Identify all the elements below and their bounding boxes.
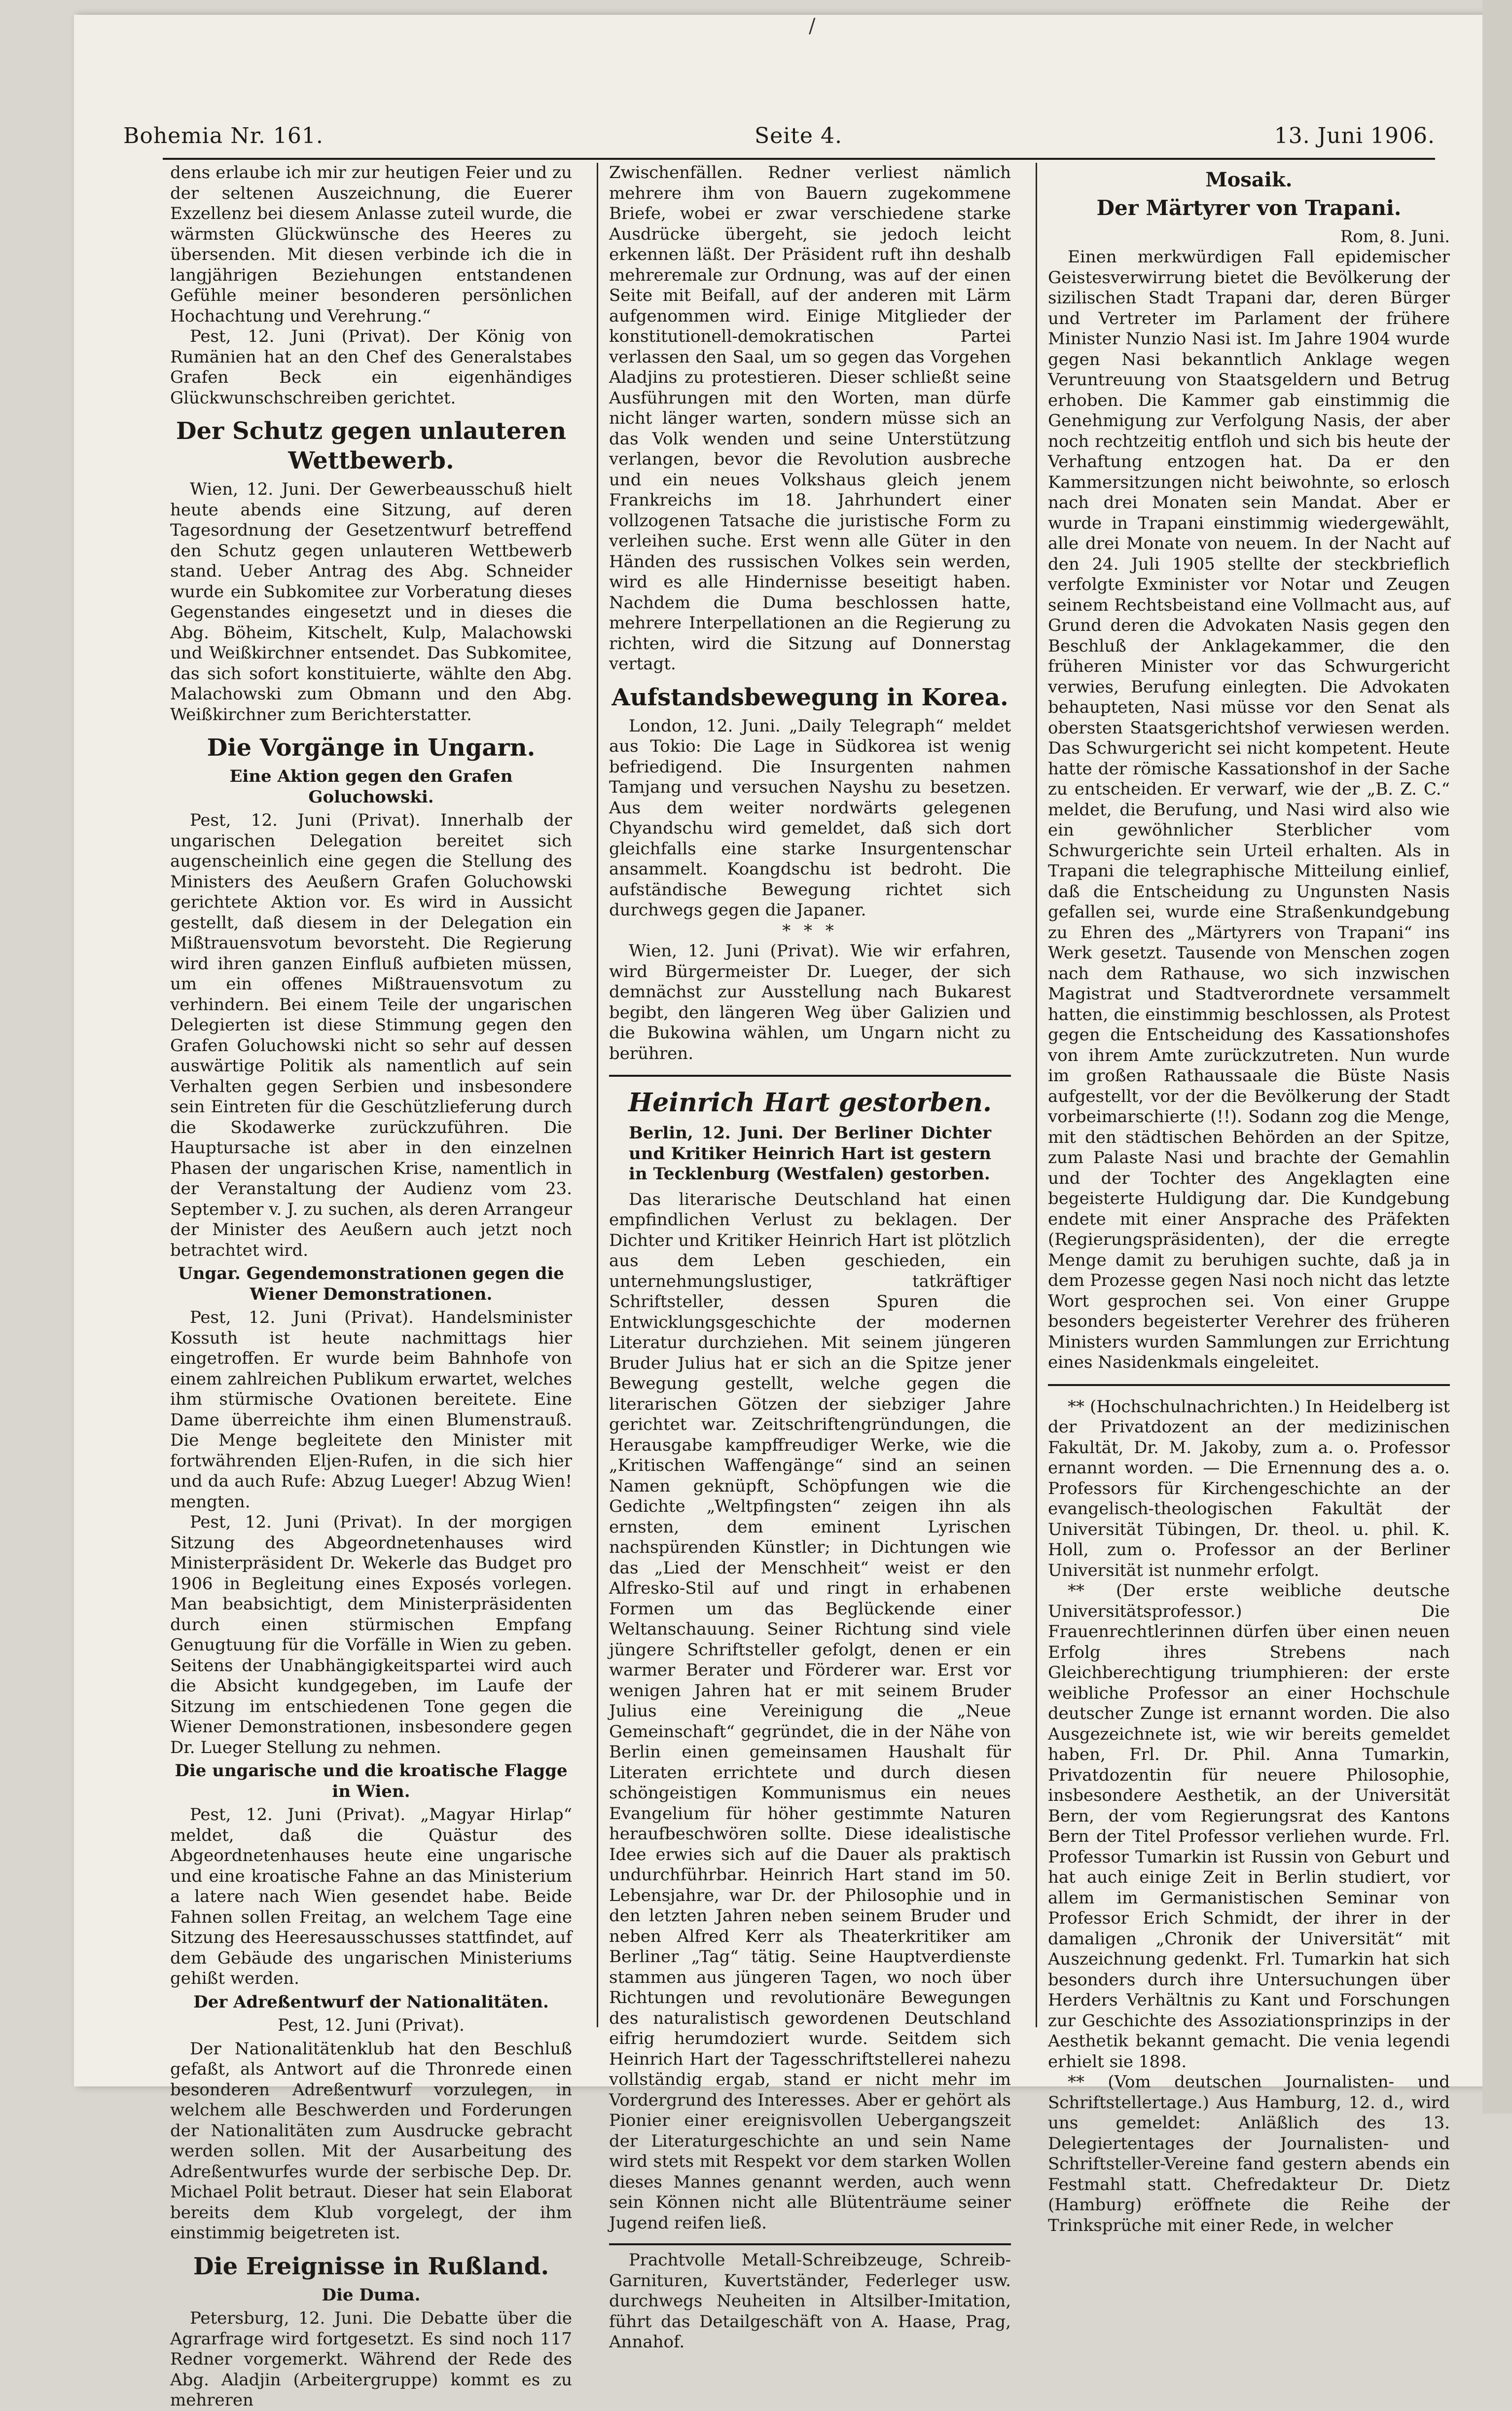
article-text: Pest, 12. Juni (Privat). „Magyar Hirlap“ meldet, daß die Quästur des Abgeordnetenhauses heute eine ungarische und eine kroatische Fahne an das Ministerium a latere nach Wien gesendet habe. Beide Fahnen sollen Freitag, an welchem Tage eine Sitzung des Heeresausschusses stattfindet, auf dem Gebäude des ungarischen Ministeriums gehißt werden. [170,1805,572,1988]
subheadline: Eine Aktion gegen den Grafen Goluchowski. [229,767,513,807]
article-text: Der Nationalitätenklub hat den Beschluß gefaßt, als Antwort auf die Thronrede einen besonderen Adreßentwurf vorzulegen, in welchem alle Beschwerden und Forderungen der Nationalitäten zum Ausdrucke gebracht werden sollen. Mit der Ausarbeitung des Adreßentwurfes wurde der serbische Dep. Dr. Michael Polit betraut. Dieser hat sein Elaborat bereits dem Klub vorgelegt, der ihm einstimmig beigetreten ist. [170,2039,572,2243]
issue-date: 13. Juni 1906. [1274,123,1435,148]
article-text: ** (Der erste weibliche deutsche Universitätsprofessor.) Die Frauenrechtlerinnen dürfen über einen neuen Erfolg ihres Strebens nach Gleichberechtigung triumphieren: der erste weibliche Professor an einer Hochschule deutscher Zunge ist ernannt worden. Die also Ausgezeichnete ist, wie wir bereits gemeldet haben, Frl. Dr. Phil. Anna Tumarkin, Privatdozentin für neuere Philosophie, insbesondere Aesthetik, an der Universität Bern, der vom Regierungsrat des Kantons Bern der Titel Professor verliehen wurde. Frl. Professor Tumarkin ist Russin von Geburt und hat auch einige Zeit in Berlin studiert, vor allem im Germanistischen Seminar von Professor Erich Schmidt, der ihrer in der damaligen „Chronik der Universität“ mit Auszeichnung gedenkt. Frl. Tumarkin hat sich besonders durch ihre Untersuchungen über Herders Verhältnis zu Kant und Forschungen zur Geschichte des Assoziationsprinzips in der Aesthetik bekannt gemacht. Die venia legendi erhielt sie 1898. [1048,1581,1450,2072]
issue-number: Bohemia Nr. 161. [123,123,324,148]
column-1 [170,163,572,2410]
article-text: Petersburg, 12. Juni. Die Debatte über die Agrarfrage wird fortgesetzt. Es sind noch 117 Redner vorgemerkt. Während der Rede des Abg. Aladjin (Arbeitergruppe) kommt es zu mehreren [170,2308,572,2410]
dateline: Rom, 8. Juni. [1340,226,1450,247]
section-title: Mosaik. [1205,168,1293,191]
article-text: Pest, 12. Juni (Privat). Der König von Rumänien hat an den Chef des Generalstabes Grafen Beck ein eigenhändiges Glückwunschschreiben gerichtet. [170,327,572,408]
subheadline: Die Duma. [322,2285,421,2305]
subheadline: Die ungarische und die kroatische Flagge in Wien. [175,1761,568,1801]
header-rule [163,158,1435,160]
page-number: Seite 4. [755,123,842,148]
headline: Die Ereignisse in Rußland. [193,2252,549,2280]
article-text: ** (Hochschulnachrichten.) In Heidelberg ist der Privatdozent an der medizinischen Fakultät, Dr. M. Jakoby, zum a. o. Professor ernannt worden. — Die Ernennung des a. o. Professors für Kirchengeschichte an der evangelisch-theologischen Fakultät der Universität Tübingen, Dr. theol. u. phil. K. Holl, zum o. Professor an der Berliner Universität ist nunmehr erfolgt. [1048,1396,1450,1580]
article-text: ** (Vom deutschen Journalisten- und Schriftstellertage.) Aus Hamburg, 12. d., wird uns gemeldet: Anläßlich des 13. Delegiertentages der Journalisten- und Schriftsteller-Vereine fand gestern abends ein Festmahl statt. Chefredakteur Dr. Dietz (Hamburg) eröffnete die Reihe der Trinksprüche mit einer Rede, in welcher [1048,2072,1450,2235]
column-rule-2 [1036,163,1037,2027]
article-text: Wien, 12. Juni. Der Gewerbeausschuß hielt heute abends eine Sitzung, auf deren Tagesordnung der Gesetzentwurf betreffend den Schutz gegen unlauteren Wettbewerb stand. Ueber Antrag des Abg. Schneider wurde ein Subkomitee zur Vorberatung dieses Gegenstandes eingesetzt und in dieses die Abg. Böheim, Kitschelt, Kulp, Malachowski und Weißkirchner entsendet. Das Subkomitee, das sich sofort konstituierte, wählte den Abg. Malachowski zum Obmann und den Abg. Weißkirchner zum Berichterstatter. [170,479,572,725]
article-text: London, 12. Juni. „Daily Telegraph“ meldet aus Tokio: Die Lage in Südkorea ist wenig befriedigend. Die Insurgenten nahmen Tamjang und versuchen Nayshu zu besetzen. Aus dem weiter nordwärts gelegenen Chyandschu wird gemeldet, daß sich dort gleichfalls eine starke Insurgentenschar ansammelt. Koangdschu ist bedroht. Die aufständische Bewegung richtet sich durchwegs gegen die Japaner. [609,716,1011,920]
pencil-mark: / [809,15,816,37]
headline: Der Märtyrer von Trapani. [1096,195,1402,220]
lead-text: Berlin, 12. Juni. Der Berliner Dichter und Kritiker Heinrich Hart ist gestern in Tecklenburg (Westfalen) gestorben. [629,1123,991,1184]
scan-edge [1482,0,1512,2114]
headline: Heinrich Hart gestorben. [628,1088,992,1118]
article-text: Zwischenfällen. Redner verliest nämlich mehrere ihm von Bauern zugekommene Briefe, wobei er zwar verschiedene starke Ausdrücke übergeht, sie jedoch leicht erkennen läßt. Der Präsident ruft ihn deshalb mehreremale zur Ordnung, was auf der einen Seite mit Beifall, auf der anderen mit Lärm aufgenommen wird. Einige Mitglieder der konstitutionell-demokratischen Partei verlassen den Saal, um so gegen das Vorgehen Aladjins zu protestieren. Dieser schließt seine Ausführungen mit den Worten, man dürfe nicht länger warten, sondern müsse sich an das Volk wenden und seine Unterstützung verlangen, bevor die Revolution ausbreche und ein neues Volkshaus gleich jenem Frankreichs im 18. Jahrhundert einer vollzogenen Tatsache die juristische Form zu verleihen suche. Erst wenn alle Güter in den Händen des russischen Volkes sein werden, wird es alle Hindernisse beseitigt haben. Nachdem die Duma beschlossen hatte, mehrere Interpellationen an die Regierung zu richten, wird die Sitzung auf Donnerstag vertagt. [609,163,1011,674]
headline: Die Vorgänge in Ungarn. [207,734,536,762]
column-2 [609,163,1011,2352]
page-header [123,123,1435,158]
dateline: Pest, 12. Juni (Privat). [278,2015,465,2035]
subheadline: Ungar. Gegendemonstrationen gegen die Wiener Demonstrationen. [178,1264,564,1304]
article-text: Einen merkwürdigen Fall epidemischer Geistesverwirrung bietet die Bevölkerung der sizilischen Stadt Trapani dar, deren Bürger und Vertreter im Parlament der frühere Minister Nunzio Nasi ist. Im Jahre 1904 wurde gegen Nasi bekanntlich Anklage wegen Veruntreuung von Staatsgeldern und Betrug erhoben. Die Kammer gab einstimmig die Genehmigung zur Verfolgung Nasis, der aber noch rechtzeitig entfloh und sich bis heute der Verhaftung entzogen hat. Da er den Kammersitzungen nicht beiwohnte, so erlosch nach drei Monaten sein Mandat. Aber er wurde in Trapani einstimmig wiedergewählt, alle drei Monate von neuem. In der Nacht auf den 24. Juli 1905 stellte der steckbrieflich verfolgte Exminister vor Notar und Zeugen seinem Rechtsbeistand eine Vollmacht aus, auf Grund deren die Advokaten Nasis gegen den Beschluß der Anklagekammer, die den früheren Minister vor das Schwurgericht verwies, Berufung einlegten. Die Advokaten behaupteten, Nasi müsse vor den Senat als obersten Staatsgerichtshof verwiesen werden. Das Schwurgericht sei nicht kompetent. Heute hatte der römische Kassationshof in der Sache zu entscheiden. Er verwarf, wie der „B. Z. C.“ meldet, die Berufung, und Nasi wird also wie ein gewöhnlicher Sterblicher vom Schwurgerichte sein Urteil erhalten. Als in Trapani die telegraphische Mitteilung einlief, daß die Entscheidung zu Ungunsten Nasis gefallen sei, wurde eine Straßenkundgebung zu Ehren des „Märtyrers von Trapani“ ins Werk gesetzt. Tausende von Menschen zogen nach dem Rathause, wo sich inzwischen Magistrat und Stadtverordnete versammelt hatten, die einstimmig beschlossen, als Protest gegen die Entscheidung des Kassationshofes von ihrem Amte zurückzutreten. Nun wurde im großen Rathaussaale die Büste Nasis aufgestellt, vor der die Bevölkerung der Stadt vorbeimarschierte (!!). Sodann zog die Menge, mit den städtischen Behörden an der Spitze, zum Palaste Nasi und brachte der Gemahlin und der Tochter des Angeklagten eine begeisterte Huldigung dar. Die Kundgebung endete mit einer Ansprache des Präfekten (Regierungspräsidenten), der die erregte Menge damit zu beruhigen suchte, daß ja in dem Prozesse gegen Nasi noch nicht das letzte Wort gesprochen sei. Von einer Gruppe besonders begeisterter Verehrer des früheren Ministers wurden Sammlungen zur Errichtung eines Nasidenkmals eingeleitet. [1048,247,1450,1372]
article-text: dens erlaube ich mir zur heutigen Feier und zu der seltenen Auszeichnung, die Euerer Exzellenz bei diesem Anlasse zuteil wurde, die wärmsten Glückwünsche des Heeres zu übersenden. Mit diesen verbinde ich die in langjährigen Beziehungen entstandenen Gefühle meiner besonderen persönlichen Hochachtung und Verehrung.“ [170,163,572,326]
article-text: Das literarische Deutschland hat einen empfindlichen Verlust zu beklagen. Der Dichter und Kritiker Heinrich Hart ist plötzlich aus dem Leben geschieden, ein unternehmungslustiger, tatkräftiger Schriftsteller, dessen Spuren die Entwicklungsgeschichte der modernen Literatur durchziehen. Mit seinem jüngeren Bruder Julius hat er sich an die Spitze jener Bewegung gestellt, welche gegen die literarischen Götzen der siebziger Jahre gerichtet war. Zeitschriftengründungen, die Herausgabe kampffreudiger Werke, wie die „Kritischen Waffengänge“ sind an seinen Namen geknüpft, Schöpfungen wie die Gedichte „Weltpfingsten“ zeigen ihn als ernsten, dem eminent Lyrischen nachspürenden Künstler; in Dichtungen wie das „Lied der Menschheit“ weist er den Alfresko-Stil auf und ringt in erhabenen Formen um das Beglückende einer Weltanschauung. Seiner Richtung sind viele jüngere Schriftsteller gefolgt, denen er ein warmer Berater und Förderer war. Erst vor wenigen Jahren hat er mit seinem Bruder Julius eine Vereinigung die „Neue Gemeinschaft“ gegründet, die in der Nähe von Berlin einen gemeinsamen Haushalt für Literaten errichtete und durch diesen schöngeistigen Kommunismus ein neues Evangelium für höher gestimmte Naturen heraufbeschwören sollte. Diese idealistische Idee erwies sich auf die Dauer als praktisch undurchführbar. Heinrich Hart stand im 50. Lebensjahre, war Dr. der Philosophie und in den letzten Jahren neben seinem Bruder und neben Alfred Kerr als Theaterkritiker am Berliner „Tag“ tätig. Seine Hauptverdienste stammen aus jüngeren Tagen, wo noch über Richtungen und revolutionäre Bewegungen des naturalistisch gewordenen Deutschland eifrig herumdoziert wurde. Seitdem sich Heinrich Hart der Tagesschriftstellerei nahezu vollständig ergab, stand er nicht mehr im Vordergrund des Interesses. Aber er gehört als Pionier einer ereignisvollen Uebergangszeit der Literaturgeschichte an und sein Name wird stets mit Respekt vor dem starken Wollen dieses Mannes genannt werden, auch wenn sein Können nicht alle Blütenträume seiner Jugend reifen ließ. [609,1189,1011,2233]
headline: Der Schutz gegen unlauteren Wettbewerb. [176,417,567,475]
advertisement: Prachtvolle Metall-Schreibzeuge, Schreib-Garnituren, Kuvertständer, Federleger usw. durchwegs Neuheiten in Altsilber-Imitation, führt das Detailgeschäft von A. Haase, Prag, Annahof. [609,2243,1011,2353]
column-3 [1048,163,1450,2235]
article-text: Pest, 12. Juni (Privat). Handelsminister Kossuth ist heute nachmittags hier eingetroffen. Er wurde beim Bahnhofe von einem zahlreichen Publikum erwartet, welches ihm stürmische Ovationen bereitete. Eine Dame überreichte ihm einen Blumenstrauß. Die Menge begleitete den Minister mit fortwährenden Eljen-Rufen, in die sich hier und da auch Rufe: Abzug Lueger! Abzug Wien! mengten. [170,1308,572,1512]
headline: Aufstandsbewegung in Korea. [612,683,1008,711]
section-rule [609,1075,1011,1077]
column-rule-1 [597,163,598,2027]
article-text: Wien, 12. Juni (Privat). Wie wir erfahren, wird Bürgermeister Dr. Lueger, der sich demnächst zur Ausstellung nach Bukarest begibt, den längeren Weg über Galizien und die Bukowina wählen, um Ungarn nicht zu berühren. [609,941,1011,1063]
subheadline: Der Adreßentwurf der Nationalitäten. [193,1992,549,2012]
article-text: Pest, 12. Juni (Privat). In der morgigen Sitzung des Abgeordnetenhauses wird Ministerpräsident Dr. Wekerle das Budget pro 1906 in Begleitung eines Exposés vorlegen. Man beabsichtigt, dem Ministerpräsidenten durch einen stürmischen Empfang Genugtuung für die Vorfälle in Wien zu geben. Seitens der Unabhängigkeitspartei wird auch die Absicht kundgegeben, im Laufe der Sitzung im entschiedenen Tone gegen die Wiener Demonstrationen, insbesondere gegen Dr. Lueger Stellung zu nehmen. [170,1512,572,1757]
separator-stars: * * * [782,920,838,941]
section-rule [1048,1384,1450,1386]
article-text: Pest, 12. Juni (Privat). Innerhalb der ungarischen Delegation bereitet sich augenscheinlich eine gegen die Stellung des Ministers des Aeußern Grafen Goluchowski gerichtete Aktion vor. Es wird in Aussicht gestellt, daß diesem in der Delegation ein Mißtrauensvotum bevorsteht. Die Regierung wird ihren ganzen Einfluß aufbieten müssen, um ein offenes Mißtrauensvotum zu verhindern. Bei einem Teile der ungarischen Delegierten ist diese Stimmung gegen den Grafen Goluchowski nicht so sehr auf dessen auswärtige Politik als namentlich auf sein Verhalten gegen Serbien und insbesondere sein Eintreten für die Geschützlieferung durch die Skodawerke zurückzuführen. Die Hauptursache ist aber in den einzelnen Phasen der ungarischen Krise, namentlich in der Veranstaltung der Audienz vom 23. September v. J. zu suchen, als deren Arrangeur der Minister des Aeußern auch jetzt noch betrachtet wird. [170,810,572,1260]
